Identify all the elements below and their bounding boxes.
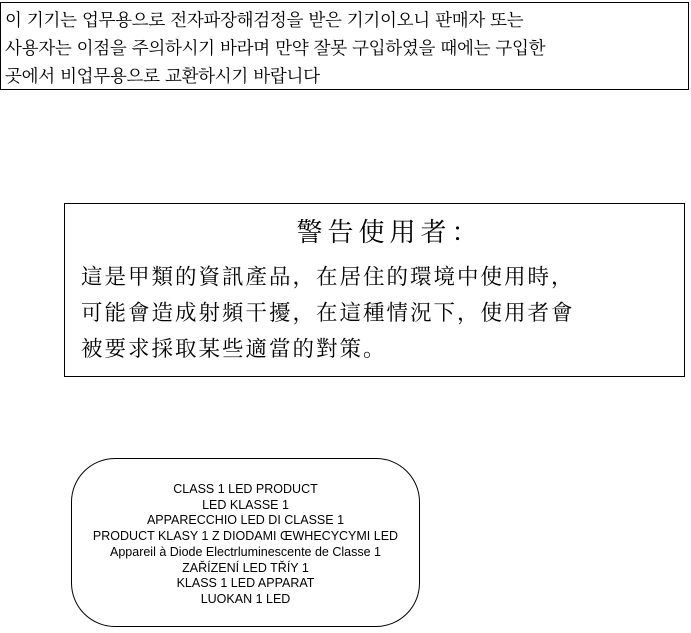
led-label-line: LUOKAN 1 LED [200, 591, 291, 606]
led-label-line: ZAŘÍZENÍ LED TŘÍY 1 [182, 560, 309, 575]
led-label-line: Appareil à Diode Electrluminescente de Classe 1 [110, 544, 381, 559]
warning-line: 可能會造成射頻干擾，在這種情況下，使用者會 [81, 301, 575, 326]
warning-line: 這是甲類的資訊產品，在居住的環境中使用時， [81, 265, 575, 290]
chinese-warning-notice [64, 203, 685, 377]
korean-notice-line: 이 기기는 업무용으로 전자파장해검정을 받은 기기이오니 판매자 또는 [5, 11, 524, 31]
korean-notice-line: 곳에서 비업무용으로 교환하시기 바랍니다 [5, 67, 320, 87]
led-label-line: LED KLASSE 1 [202, 497, 289, 512]
warning-line: 被要求採取某些適當的對策。 [81, 337, 387, 362]
led-label-line: PRODUCT KLASY 1 Z DIODAMI ŒWHECYCYMI LED [92, 529, 399, 544]
warning-body [81, 260, 575, 368]
warning-title: 警告使用者： [296, 218, 483, 248]
led-label-line: CLASS 1 LED PRODUCT [173, 482, 318, 496]
led-class-label [71, 458, 420, 627]
korean-emc-notice [0, 2, 689, 90]
led-label-line: APPARECCHIO LED DI CLASSE 1 [146, 513, 345, 528]
korean-notice-line: 사용자는 이점을 주의하시기 바라며 만약 잘못 구입하였을 때에는 구입한 [5, 39, 546, 59]
led-label-line: KLASS 1 LED APPARAT [176, 576, 315, 591]
